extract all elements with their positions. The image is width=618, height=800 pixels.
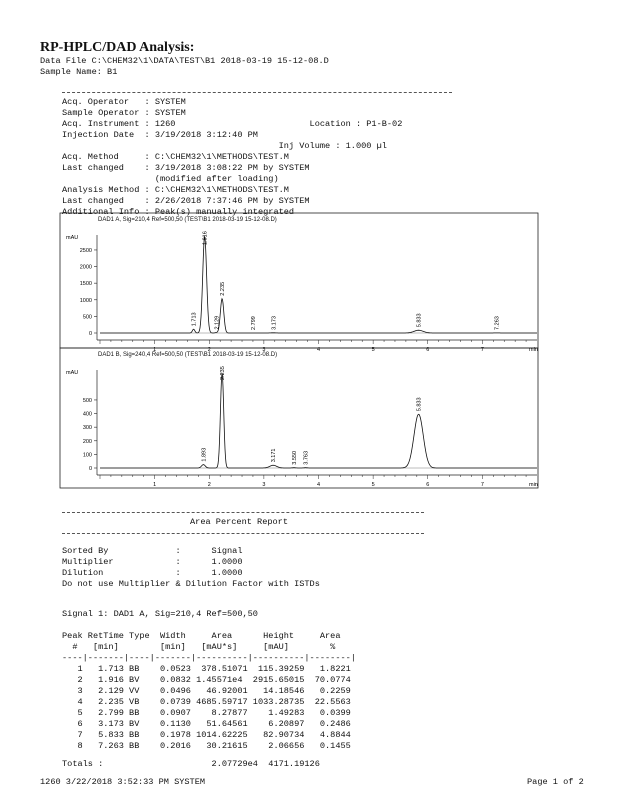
- y-tick-label: 500: [82, 397, 92, 404]
- footer-info: 1260 3/22/2018 3:52:33 PM SYSTEM: [40, 777, 206, 787]
- y-axis-label: mAU: [66, 370, 79, 376]
- peak-label: 3.171: [271, 448, 278, 463]
- info-line: Sample Operator : SYSTEM: [62, 108, 186, 118]
- y-tick-label: 1000: [79, 297, 92, 304]
- info-line: Inj Volume : 1.000 µl: [62, 141, 387, 151]
- peak-label: 2.235: [220, 366, 227, 380]
- report-heading: Area Percent Report: [190, 517, 288, 527]
- y-tick-label: 2500: [79, 247, 92, 254]
- peak-label: 5.833: [416, 397, 423, 412]
- x-tick-label: 2: [207, 347, 211, 353]
- info-line: Last changed : 2/26/2018 7:37:46 PM by SYSTEM: [62, 196, 310, 206]
- x-tick-label: 4: [316, 482, 321, 488]
- table-row: 5 2.799 BB 0.0907 8.27877 1.49283 0.0399: [62, 708, 351, 718]
- table-row: 6 3.173 BV 0.1130 51.64561 6.20897 0.2486: [62, 719, 351, 729]
- y-tick-label: 1500: [79, 281, 92, 288]
- info-line: Analysis Method : C:\CHEM32\1\METHODS\TEST.M: [62, 185, 289, 195]
- y-tick-label: 0: [88, 466, 92, 472]
- y-tick-label: 100: [82, 452, 92, 459]
- x-tick-label: 6: [426, 482, 430, 488]
- chart-title: DAD1 A, Sig=210,4 Ref=500,50 (TEST\B1 2018-03-19 15-12-08.D): [98, 217, 277, 223]
- settings-line: Sorted By : Signal: [62, 546, 243, 556]
- table-row: 8 7.263 BB 0.2016 30.21615 2.06656 0.1455: [62, 741, 351, 751]
- table-row: 3 2.129 VV 0.0496 46.92001 14.18546 0.2259: [62, 686, 351, 696]
- table-header-line: ----|-------|----|-------|----------|----------|--------|: [62, 653, 356, 663]
- signal-trace: [100, 237, 537, 334]
- x-axis-label: min: [529, 482, 538, 488]
- chart-frame: [60, 348, 538, 488]
- peak-label: 7.263: [494, 316, 501, 330]
- info-line: Acq. Method : C:\CHEM32\1\METHODS\TEST.M: [62, 152, 289, 162]
- peak-label: 3.763: [303, 450, 310, 465]
- data-file: Data File C:\CHEM32\1\DATA\TEST\B1 2018-03-19 15-12-08.D: [40, 56, 329, 66]
- sample-name: Sample Name: B1: [40, 67, 118, 77]
- x-tick-label: 1: [153, 347, 157, 353]
- x-tick-label: 7: [480, 347, 484, 353]
- info-line: Injection Date : 3/19/2018 3:12:40 PM: [62, 130, 258, 140]
- y-tick-label: 200: [82, 438, 92, 445]
- x-tick-label: 2: [207, 482, 211, 488]
- settings-line: Do not use Multiplier & Dilution Factor with ISTDs: [62, 579, 320, 589]
- info-line: Acq. Instrument : 1260 Location : P1-B-02: [62, 119, 403, 129]
- settings-line: Multiplier : 1.0000: [62, 557, 243, 567]
- info-line: Acq. Operator : SYSTEM: [62, 97, 186, 107]
- page-number: Page 1 of 2: [527, 777, 584, 787]
- x-tick-label: 3: [262, 482, 266, 488]
- table-row: 4 2.235 VB 0.0739 4685.59717 1033.28735 22.5563: [62, 697, 351, 707]
- y-tick-label: 500: [82, 314, 92, 321]
- x-tick-label: 6: [426, 347, 430, 353]
- chart-frame: [60, 213, 538, 348]
- separator: [62, 533, 424, 534]
- table-header-line: # [min] [min] [mAU*s] [mAU] %: [62, 642, 351, 652]
- peak-label: 1.916: [202, 231, 209, 245]
- y-tick-label: 2000: [79, 264, 92, 271]
- table-header-line: Peak RetTime Type Width Area Height Area: [62, 631, 351, 641]
- table-row: 7 5.833 BB 0.1978 1014.62225 82.90734 4.8844: [62, 730, 351, 740]
- chart-title: DAD1 B, Sig=240,4 Ref=500,50 (TEST\B1 2018-03-19 15-12-08.D): [98, 352, 278, 358]
- info-line: Additional Info : Peak(s) manually integrated: [62, 207, 295, 217]
- x-tick-label: 3: [262, 347, 266, 353]
- peak-label: 2.799: [250, 316, 257, 330]
- y-tick-label: 400: [82, 411, 92, 418]
- y-axis-label: mAU: [66, 235, 79, 241]
- info-line: Last changed : 3/19/2018 3:08:22 PM by SYSTEM: [62, 163, 310, 173]
- table-row: 2 1.916 BV 0.0832 1.45571e4 2915.65015 70.0774: [62, 675, 351, 685]
- y-tick-label: 300: [82, 425, 92, 432]
- x-axis-label: min: [529, 347, 538, 353]
- x-tick-label: 5: [371, 482, 375, 488]
- peak-label: 2.129: [214, 315, 221, 330]
- x-tick-label: 4: [316, 347, 321, 353]
- separator: [62, 512, 424, 513]
- y-tick-label: 0: [88, 331, 92, 337]
- peak-label: 5.833: [416, 313, 423, 328]
- peak-label: 2.235: [220, 281, 227, 296]
- signal-trace: [100, 373, 537, 468]
- chromatogram-2: [60, 348, 538, 488]
- totals-row: Totals : 2.07729e4 4171.19126: [62, 759, 320, 769]
- peak-label: 3.173: [271, 316, 278, 330]
- peak-label: 3.550: [291, 450, 298, 465]
- x-tick-label: 1: [153, 482, 157, 488]
- peak-label: 1.893: [201, 447, 208, 462]
- signal-title: Signal 1: DAD1 A, Sig=210,4 Ref=500,50: [62, 609, 258, 619]
- table-row: 1 1.713 BB 0.0523 378.51071 115.39259 1.8221: [62, 664, 351, 674]
- report-title: RP-HPLC/DAD Analysis:: [40, 40, 195, 55]
- x-tick-label: 7: [480, 482, 484, 488]
- info-line: (modified after loading): [62, 174, 279, 184]
- peak-label: 1.713: [191, 312, 198, 327]
- x-tick-label: 5: [371, 347, 375, 353]
- settings-line: Dilution : 1.0000: [62, 568, 243, 578]
- chromatogram-1: [60, 213, 538, 353]
